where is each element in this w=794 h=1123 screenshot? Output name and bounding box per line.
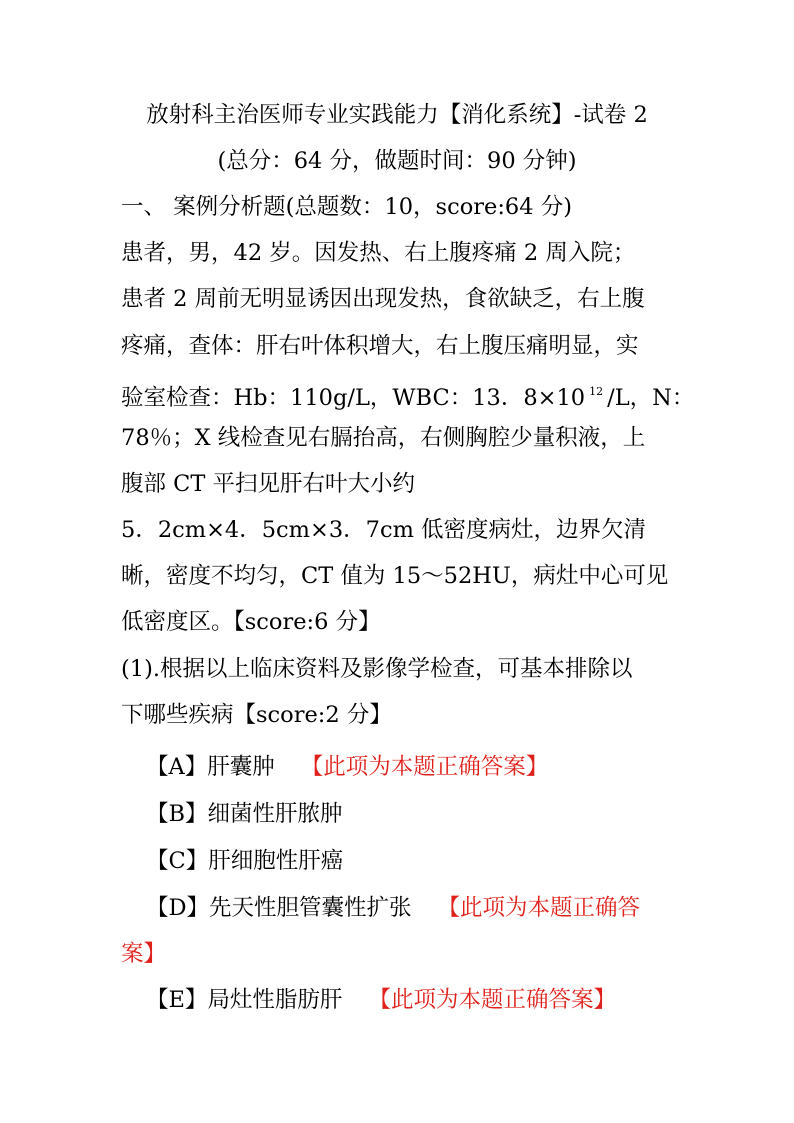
section-heading: 一、 案例分析题(总题数：10，score:64 分) <box>121 194 572 220</box>
case-line: 疼痛，查体：肝右叶体积增大，右上腹压痛明显，实 <box>121 333 639 359</box>
case-line: 患者 2 周前无明显诱因出现发热，食欲缺乏，右上腹 <box>121 286 645 312</box>
option-c <box>146 846 706 876</box>
case-line: 5．2cm×4．5cm×3．7cm 低密度病灶，边界欠清 <box>121 517 647 543</box>
option-d-answer-mark: 【此项为本题正确答 <box>437 895 641 921</box>
option-e-answer-mark: 【此项为本题正确答案】 <box>368 987 616 1013</box>
document-subtitle: (总分：64 分，做题时间：90 分钟) <box>217 148 577 174</box>
option-d-answer-mark-cont: 案】 <box>121 941 167 967</box>
option-d <box>146 893 706 923</box>
option-a-answer-mark: 【此项为本题正确答案】 <box>300 754 549 780</box>
case-lab-text: 验室检查：Hb：110g/L，WBC：13．8×10 <box>121 385 586 411</box>
option-b <box>146 799 706 829</box>
case-line: 晰，密度不均匀，CT 值为 15～52HU，病灶中心可见 <box>121 563 669 589</box>
case-lab-text-end: /L，N： <box>607 385 695 411</box>
question-line: (1).根据以上临床资料及影像学检查，可基本排除以 <box>121 656 633 682</box>
option-c-label: 【C】肝细胞性肝癌 <box>146 848 344 874</box>
case-line: 患者，男，42 岁。因发热、右上腹疼痛 2 周入院； <box>121 240 636 266</box>
case-line: 低密度区。【score:6 分】 <box>121 609 381 635</box>
wbc-exponent: 12 <box>589 385 604 398</box>
option-b-label: 【B】细菌性肝脓肿 <box>146 801 343 827</box>
document-title: 放射科主治医师专业实践能力【消化系统】-试卷 2 <box>146 102 648 128</box>
option-a <box>146 752 706 782</box>
case-line-lab <box>121 377 695 413</box>
case-line: 78％；X 线检查见右膈抬高，右侧胸腔少量积液，上 <box>121 425 646 451</box>
option-d-label: 【D】先天性胆管囊性扩张 <box>146 895 412 921</box>
case-line: 腹部 CT 平扫见肝右叶大小约 <box>121 471 416 497</box>
question-line: 下哪些疾病【score:2 分】 <box>121 702 392 728</box>
option-e-label: 【E】局灶性脂肪肝 <box>146 987 343 1013</box>
option-e <box>146 985 706 1015</box>
option-a-label: 【A】肝囊肿 <box>146 754 275 780</box>
